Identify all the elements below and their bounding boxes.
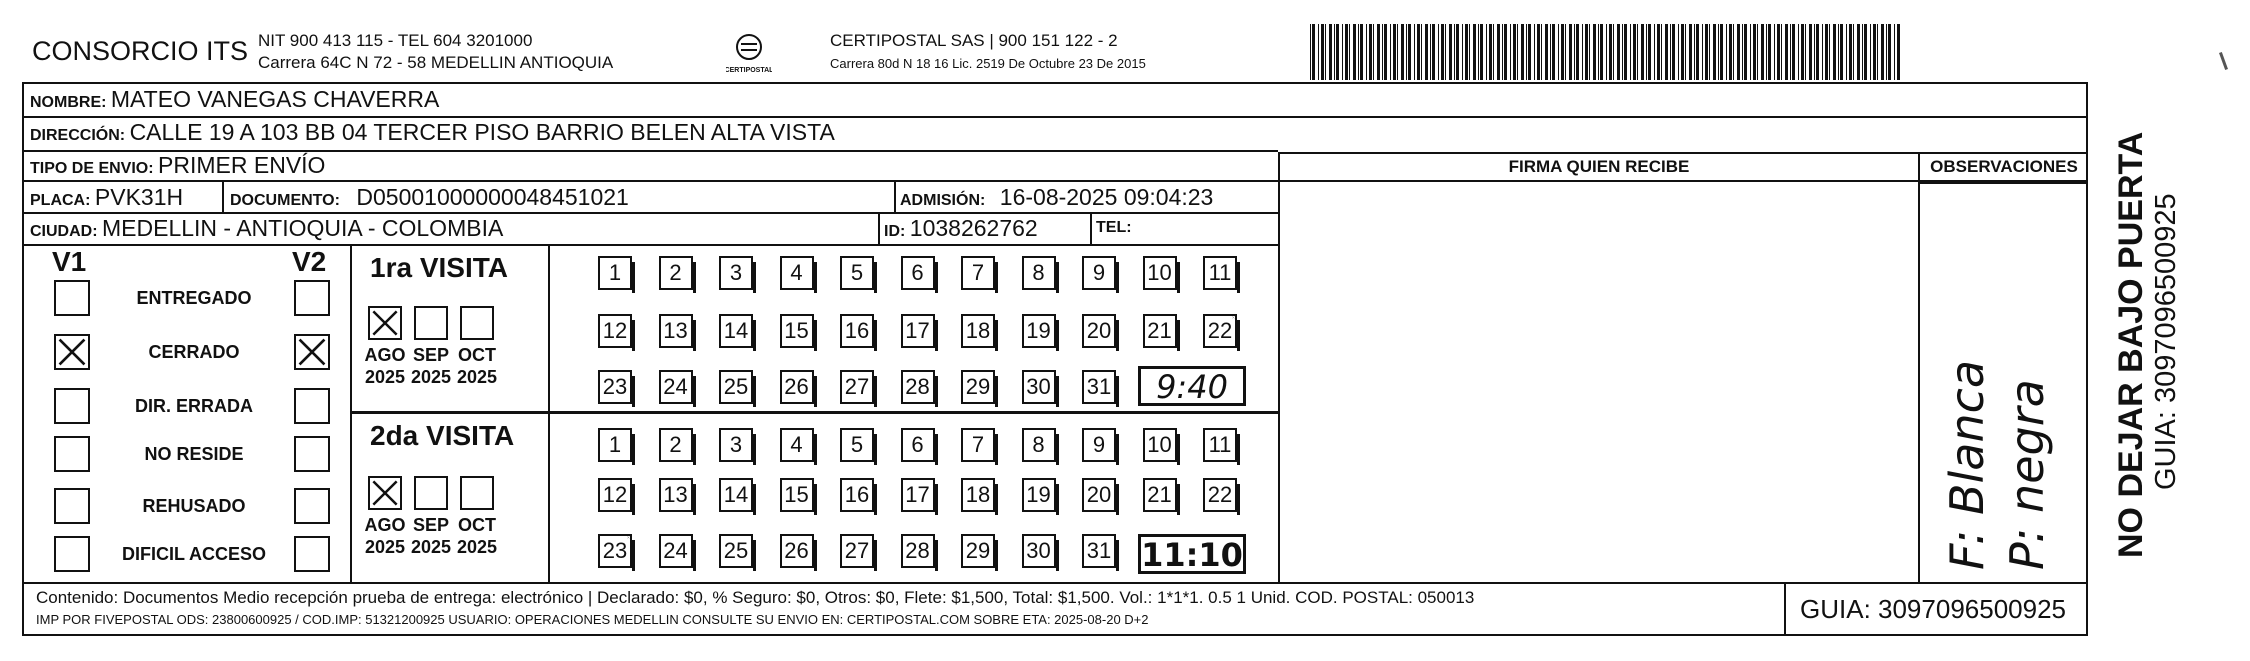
barcode-bar <box>1709 24 1710 80</box>
month-checkbox[interactable] <box>460 476 494 510</box>
barcode-bar <box>1561 24 1564 80</box>
barcode-bar <box>1766 24 1767 80</box>
barcode-bar <box>1622 24 1623 80</box>
day-box[interactable]: 25 <box>719 534 753 568</box>
barcode-bar <box>1648 24 1651 80</box>
barcode-bar <box>1569 24 1572 80</box>
barcode-bar <box>1456 24 1459 80</box>
certipostal-line-1: CERTIPOSTAL SAS | 900 151 122 - 2 <box>830 31 1118 50</box>
barcode-bar <box>1486 24 1487 80</box>
barcode-bar <box>1870 24 1871 80</box>
day-box[interactable]: 20 <box>1082 478 1116 512</box>
observaciones-note-2: P: negra <box>2000 379 2054 570</box>
barcode-bar <box>1729 24 1732 80</box>
day-box[interactable]: 21 <box>1143 314 1177 348</box>
day-box[interactable]: 4 <box>780 428 814 462</box>
barcode-bar <box>1545 24 1548 80</box>
barcode-bar <box>1654 24 1655 80</box>
barcode-bar <box>1574 24 1575 80</box>
day-box[interactable]: 9 <box>1082 428 1116 462</box>
barcode-bar <box>1510 24 1511 80</box>
barcode-bar <box>1897 24 1900 80</box>
barcode-bar <box>1558 24 1559 80</box>
company-line-2: Carrera 64C N 72 - 58 MEDELLIN ANTIOQUIA <box>258 53 614 72</box>
barcode-bar <box>1637 24 1638 80</box>
barcode-bar <box>1469 24 1470 80</box>
barcode-bar <box>1329 24 1332 80</box>
barcode-bar <box>1449 24 1452 80</box>
day-box[interactable]: 15 <box>780 478 814 512</box>
barcode-bar <box>1877 24 1878 80</box>
barcode-bar <box>1517 24 1518 80</box>
barcode-bar <box>1798 24 1799 80</box>
no-dejar-warning: NO DEJAR BAJO PUERTA <box>2112 131 2150 558</box>
day-box[interactable]: 25 <box>719 370 753 404</box>
month-checkbox[interactable] <box>414 476 448 510</box>
observaciones-header: OBSERVACIONES <box>1930 157 2078 176</box>
barcode-bar <box>1833 24 1836 80</box>
barcode-bar <box>1816 24 1819 80</box>
status-label: NO RESIDE <box>144 444 244 464</box>
placa-value: PVK31H <box>94 184 184 210</box>
footer-imp-line: IMP POR FIVEPOSTAL ODS: 23800600925 / COD.IMP: 51321200925 USUARIO: OPERACIONES MEDELLIN CONSULTE SU ENVIO EN: CERTIPOSTAL.COM SOBRE ETA: 2025-08-20 D+2 <box>36 612 1149 627</box>
barcode-bar <box>1822 24 1823 80</box>
barcode-bar <box>1849 24 1852 80</box>
barcode-bar <box>1633 24 1636 80</box>
barcode-bar <box>1480 24 1483 80</box>
barcode-bar <box>1829 24 1830 80</box>
day-box[interactable]: 22 <box>1203 314 1237 348</box>
barcode-bar <box>1694 24 1695 80</box>
barcode-bar <box>1342 24 1343 80</box>
month-label: OCT 2025 <box>456 345 498 387</box>
barcode-bar <box>1685 24 1686 80</box>
check-x-icon <box>627 536 630 539</box>
barcode-bar <box>1600 24 1603 80</box>
barcode-bar <box>1809 24 1812 80</box>
barcode-bar <box>1582 24 1583 80</box>
barcode-bar <box>1417 24 1420 80</box>
day-box[interactable]: 3 <box>719 428 753 462</box>
month-checkbox[interactable] <box>368 476 402 510</box>
barcode-bar <box>1438 24 1439 80</box>
barcode-bar <box>1377 24 1380 80</box>
first-visit-title: 1ra VISITA <box>370 252 508 283</box>
certipostal-logo <box>726 30 772 76</box>
barcode-bar <box>1528 24 1531 80</box>
barcode-bar <box>1462 24 1463 80</box>
barcode-bar <box>1657 24 1660 80</box>
barcode-bar <box>1624 24 1627 80</box>
barcode-bar <box>1441 24 1444 80</box>
barcode-bar <box>1886 24 1887 80</box>
day-box[interactable]: 20 <box>1082 314 1116 348</box>
barcode-bar <box>1825 24 1828 80</box>
day-box[interactable]: 5 <box>840 428 874 462</box>
barcode-bar <box>1681 24 1684 80</box>
day-box[interactable]: 16 <box>840 314 874 348</box>
tipo-envio-value: PRIMER ENVÍO <box>158 152 326 178</box>
barcode-bar <box>1761 24 1764 80</box>
barcode-bar <box>1526 24 1527 80</box>
barcode-bar <box>1785 24 1788 80</box>
barcode-bar <box>1373 24 1374 80</box>
barcode-bar <box>1397 24 1398 80</box>
day-box[interactable]: 21 <box>1143 478 1177 512</box>
placa-row: PLACA: PVK31H <box>30 184 184 210</box>
barcode-bar <box>1726 24 1727 80</box>
day-box[interactable]: 29 <box>961 534 995 568</box>
second-visit-time-box <box>1138 534 1246 574</box>
day-box[interactable]: 2 <box>659 256 693 290</box>
barcode-bar <box>1838 24 1839 80</box>
day-box[interactable]: 14 <box>719 314 753 348</box>
ciudad-value: MEDELLIN - ANTIOQUIA - COLOMBIA <box>102 215 504 241</box>
barcode-bar <box>1670 24 1671 80</box>
svg-text:CERTIPOSTAL: CERTIPOSTAL <box>726 67 772 74</box>
day-box[interactable]: 3 <box>719 256 753 290</box>
barcode-bar <box>1541 24 1542 80</box>
barcode-bar <box>1641 24 1644 80</box>
day-box[interactable]: 4 <box>780 256 814 290</box>
day-box[interactable]: 16 <box>840 478 874 512</box>
day-box[interactable]: 30 <box>1022 370 1056 404</box>
barcode-bar <box>1781 24 1782 80</box>
barcode-bar <box>1792 24 1795 80</box>
month-checkbox[interactable] <box>414 306 448 340</box>
day-box[interactable]: 7 <box>961 256 995 290</box>
day-box[interactable]: 12 <box>598 478 632 512</box>
id-value: 1038262762 <box>909 215 1038 241</box>
barcode-bar <box>1478 24 1479 80</box>
barcode-bar <box>1840 24 1843 80</box>
barcode-bar <box>1552 24 1555 80</box>
barcode-bar <box>1790 24 1791 80</box>
barcode-bar <box>1742 24 1743 80</box>
logo-icon <box>726 30 772 76</box>
barcode-bar <box>1550 24 1551 80</box>
first-visit-time-box <box>1138 366 1246 406</box>
barcode-bar <box>1493 24 1494 80</box>
check-x-icon <box>370 308 400 338</box>
barcode-bar <box>1617 24 1620 80</box>
barcode-bar <box>1873 24 1876 80</box>
day-box[interactable]: 26 <box>780 370 814 404</box>
day-box[interactable]: 6 <box>901 256 935 290</box>
day-box[interactable]: 7 <box>961 428 995 462</box>
barcode-bar <box>1430 24 1431 80</box>
barcode-bar <box>1846 24 1847 80</box>
barcode-bar <box>1421 24 1422 80</box>
barcode-bar <box>1366 24 1367 80</box>
barcode-bar <box>1814 24 1815 80</box>
month-label: SEP 2025 <box>410 515 452 557</box>
day-box[interactable]: 1 <box>598 256 632 290</box>
documento-value: D05001000000048451021 <box>356 184 629 210</box>
admision-value: 16-08-2025 09:04:23 <box>999 184 1214 210</box>
month-checkbox[interactable] <box>460 306 494 340</box>
barcode-bar <box>1353 24 1356 80</box>
barcode-bar <box>1406 24 1407 80</box>
day-box[interactable]: 5 <box>840 256 874 290</box>
barcode-bar <box>1336 24 1339 80</box>
day-box[interactable]: 15 <box>780 314 814 348</box>
day-box[interactable]: 1 <box>598 428 632 462</box>
tel-row: TEL: <box>1096 219 1132 236</box>
day-box[interactable]: 17 <box>901 478 935 512</box>
barcode-bar <box>1720 24 1723 80</box>
v1-header: V1 <box>52 246 87 277</box>
day-box[interactable]: 26 <box>780 534 814 568</box>
barcode-bar <box>1537 24 1540 80</box>
barcode-bar <box>1384 24 1387 80</box>
barcode-bar <box>1565 24 1566 80</box>
day-box[interactable]: 30 <box>1022 534 1056 568</box>
barcode-bar <box>1609 24 1612 80</box>
footer-guia: GUIA: 3097096500925 <box>1800 594 2066 624</box>
barcode-bar <box>1702 24 1703 80</box>
status-label: REHUSADO <box>142 496 246 516</box>
barcode-bar <box>1497 24 1500 80</box>
day-box[interactable]: 17 <box>901 314 935 348</box>
barcode-bar <box>1576 24 1579 80</box>
barcode-bar <box>1613 24 1614 80</box>
barcode-bar <box>1349 24 1350 80</box>
barcode-bar <box>1504 24 1507 80</box>
barcode-bar <box>1689 24 1692 80</box>
barcode-bar <box>1598 24 1599 80</box>
documento-row: DOCUMENTO: D05001000000048451021 <box>230 184 629 210</box>
second-visit-time: 11:10 <box>1141 536 1243 574</box>
company-line-1: NIT 900 413 115 - TEL 604 3201000 <box>258 31 533 50</box>
month-label: SEP 2025 <box>410 345 452 387</box>
month-label: AGO 2025 <box>364 515 406 557</box>
barcode-bar <box>1534 24 1535 80</box>
barcode-bar <box>1737 24 1740 80</box>
barcode-bar <box>1888 24 1891 80</box>
barcode-bar <box>1589 24 1590 80</box>
barcode <box>1310 24 1904 80</box>
day-box[interactable]: 18 <box>961 314 995 348</box>
barcode-bar <box>1774 24 1775 80</box>
barcode-bar <box>1513 24 1516 80</box>
barcode-bar <box>1408 24 1411 80</box>
barcode-bar <box>1853 24 1854 80</box>
barcode-bar <box>1630 24 1631 80</box>
day-box[interactable]: 8 <box>1022 256 1056 290</box>
day-box[interactable]: 6 <box>901 428 935 462</box>
barcode-bar <box>1382 24 1383 80</box>
day-box[interactable]: 29 <box>961 370 995 404</box>
barcode-bar <box>1894 24 1895 80</box>
month-label: OCT 2025 <box>456 515 498 557</box>
footer-content-line: Contenido: Documentos Medio recepción prueba de entrega: electrónico | Declarado: $0, % Seguro: $0, Otros: $0, Flete: $1,500, Total: $1,500. Vol.: 1*1*1. 0.5 1 Unid. COD. POSTAL: 050013 <box>36 588 1475 607</box>
barcode-bar <box>1857 24 1860 80</box>
day-box[interactable]: 8 <box>1022 428 1056 462</box>
day-box[interactable]: 27 <box>840 534 874 568</box>
barcode-bar <box>1661 24 1662 80</box>
barcode-bar <box>1369 24 1372 80</box>
barcode-bar <box>1454 24 1455 80</box>
status-label: ENTREGADO <box>136 288 252 308</box>
id-row: ID: 1038262762 <box>884 215 1038 241</box>
barcode-bar <box>1718 24 1719 80</box>
day-box[interactable]: 13 <box>659 478 693 512</box>
barcode-bar <box>1390 24 1391 80</box>
barcode-bar <box>1864 24 1867 80</box>
day-box[interactable]: 31 <box>1082 534 1116 568</box>
barcode-bar <box>1345 24 1348 80</box>
barcode-bar <box>1489 24 1492 80</box>
month-checkbox[interactable] <box>368 306 402 340</box>
barcode-bar <box>1585 24 1588 80</box>
day-box[interactable]: 19 <box>1022 314 1056 348</box>
day-box[interactable]: 10 <box>1143 428 1177 462</box>
certipostal-line-2: Carrera 80d N 18 16 Lic. 2519 De Octubre 23 De 2015 <box>830 56 1146 71</box>
day-box[interactable]: 10 <box>1143 256 1177 290</box>
barcode-bar <box>1713 24 1716 80</box>
direccion-value: CALLE 19 A 103 BB 04 TERCER PISO BARRIO BELEN ALTA VISTA <box>129 119 835 145</box>
day-box[interactable]: 11 <box>1203 256 1237 290</box>
barcode-bar <box>1768 24 1771 80</box>
check-x-icon <box>1232 316 1235 319</box>
barcode-bar <box>1705 24 1708 80</box>
firma-header: FIRMA QUIEN RECIBE <box>1508 157 1690 176</box>
barcode-bar <box>1334 24 1335 80</box>
barcode-bar <box>1318 24 1319 80</box>
day-box[interactable]: 24 <box>659 370 693 404</box>
barcode-bar <box>1678 24 1679 80</box>
day-box[interactable]: 23 <box>598 370 632 404</box>
barcode-bar <box>1646 24 1647 80</box>
day-box[interactable]: 14 <box>719 478 753 512</box>
observaciones-note-1: F: Blanca <box>1940 359 1994 570</box>
barcode-bar <box>1360 24 1363 80</box>
barcode-bar <box>1672 24 1675 80</box>
day-box[interactable]: 11 <box>1203 428 1237 462</box>
barcode-bar <box>1750 24 1751 80</box>
ciudad-row: CIUDAD: MEDELLIN - ANTIOQUIA - COLOMBIA <box>30 215 504 241</box>
barcode-bar <box>1465 24 1468 80</box>
day-box[interactable]: 28 <box>901 370 935 404</box>
barcode-bar <box>1606 24 1607 80</box>
day-box[interactable]: 31 <box>1082 370 1116 404</box>
status-label: DIFICIL ACCESO <box>121 544 266 564</box>
barcode-bar <box>1312 24 1315 80</box>
barcode-bar <box>1473 24 1476 80</box>
scan-mark <box>2219 52 2228 70</box>
tipo-envio-row: TIPO DE ENVIO: PRIMER ENVÍO <box>30 152 326 178</box>
barcode-bar <box>1757 24 1758 80</box>
barcode-bar <box>1393 24 1396 80</box>
nombre-value: MATEO VANEGAS CHAVERRA <box>110 86 440 112</box>
first-visit-time: 9:40 <box>1156 368 1228 406</box>
check-x-icon <box>370 478 400 508</box>
barcode-bar <box>1521 24 1524 80</box>
admision-row: ADMISIÓN: 16-08-2025 09:04:23 <box>900 184 1214 210</box>
barcode-bar <box>1502 24 1503 80</box>
barcode-bar <box>1425 24 1428 80</box>
day-box[interactable]: 9 <box>1082 256 1116 290</box>
day-box[interactable]: 2 <box>659 428 693 462</box>
month-label: AGO 2025 <box>364 345 406 387</box>
barcode-bar <box>1325 24 1326 80</box>
barcode-bar <box>1801 24 1804 80</box>
side-guia: GUIA: 3097096500925 <box>2150 193 2182 490</box>
company-name: CONSORCIO ITS <box>32 36 249 66</box>
barcode-bar <box>1321 24 1324 80</box>
barcode-bar <box>1358 24 1359 80</box>
barcode-bar <box>1744 24 1747 80</box>
day-box[interactable]: 28 <box>901 534 935 568</box>
barcode-bar <box>1881 24 1884 80</box>
status-label: CERRADO <box>148 342 240 362</box>
direccion-row: DIRECCIÓN: CALLE 19 A 103 BB 04 TERCER PISO BARRIO BELEN ALTA VISTA <box>30 119 835 145</box>
barcode-bar <box>1593 24 1596 80</box>
barcode-bar <box>1696 24 1699 80</box>
day-box[interactable]: 19 <box>1022 478 1056 512</box>
day-box[interactable]: 22 <box>1203 478 1237 512</box>
barcode-bar <box>1733 24 1734 80</box>
barcode-bar <box>1753 24 1756 80</box>
day-box[interactable]: 23 <box>598 534 632 568</box>
barcode-bar <box>1310 24 1311 80</box>
barcode-bar <box>1665 24 1668 80</box>
day-box[interactable]: 13 <box>659 314 693 348</box>
barcode-bar <box>1401 24 1404 80</box>
second-visit-title: 2da VISITA <box>370 420 515 451</box>
day-box[interactable]: 18 <box>961 478 995 512</box>
status-label: DIR. ERRADA <box>134 396 253 416</box>
barcode-bar <box>1432 24 1435 80</box>
day-box[interactable]: 12 <box>598 314 632 348</box>
day-box[interactable]: 27 <box>840 370 874 404</box>
nombre-row: NOMBRE: MATEO VANEGAS CHAVERRA <box>30 86 440 112</box>
barcode-bar <box>1414 24 1415 80</box>
barcode-bar <box>1445 24 1446 80</box>
barcode-bar <box>1805 24 1806 80</box>
barcode-bar <box>1862 24 1863 80</box>
day-box[interactable]: 24 <box>659 534 693 568</box>
v2-header: V2 <box>292 246 327 277</box>
barcode-bar <box>1777 24 1780 80</box>
